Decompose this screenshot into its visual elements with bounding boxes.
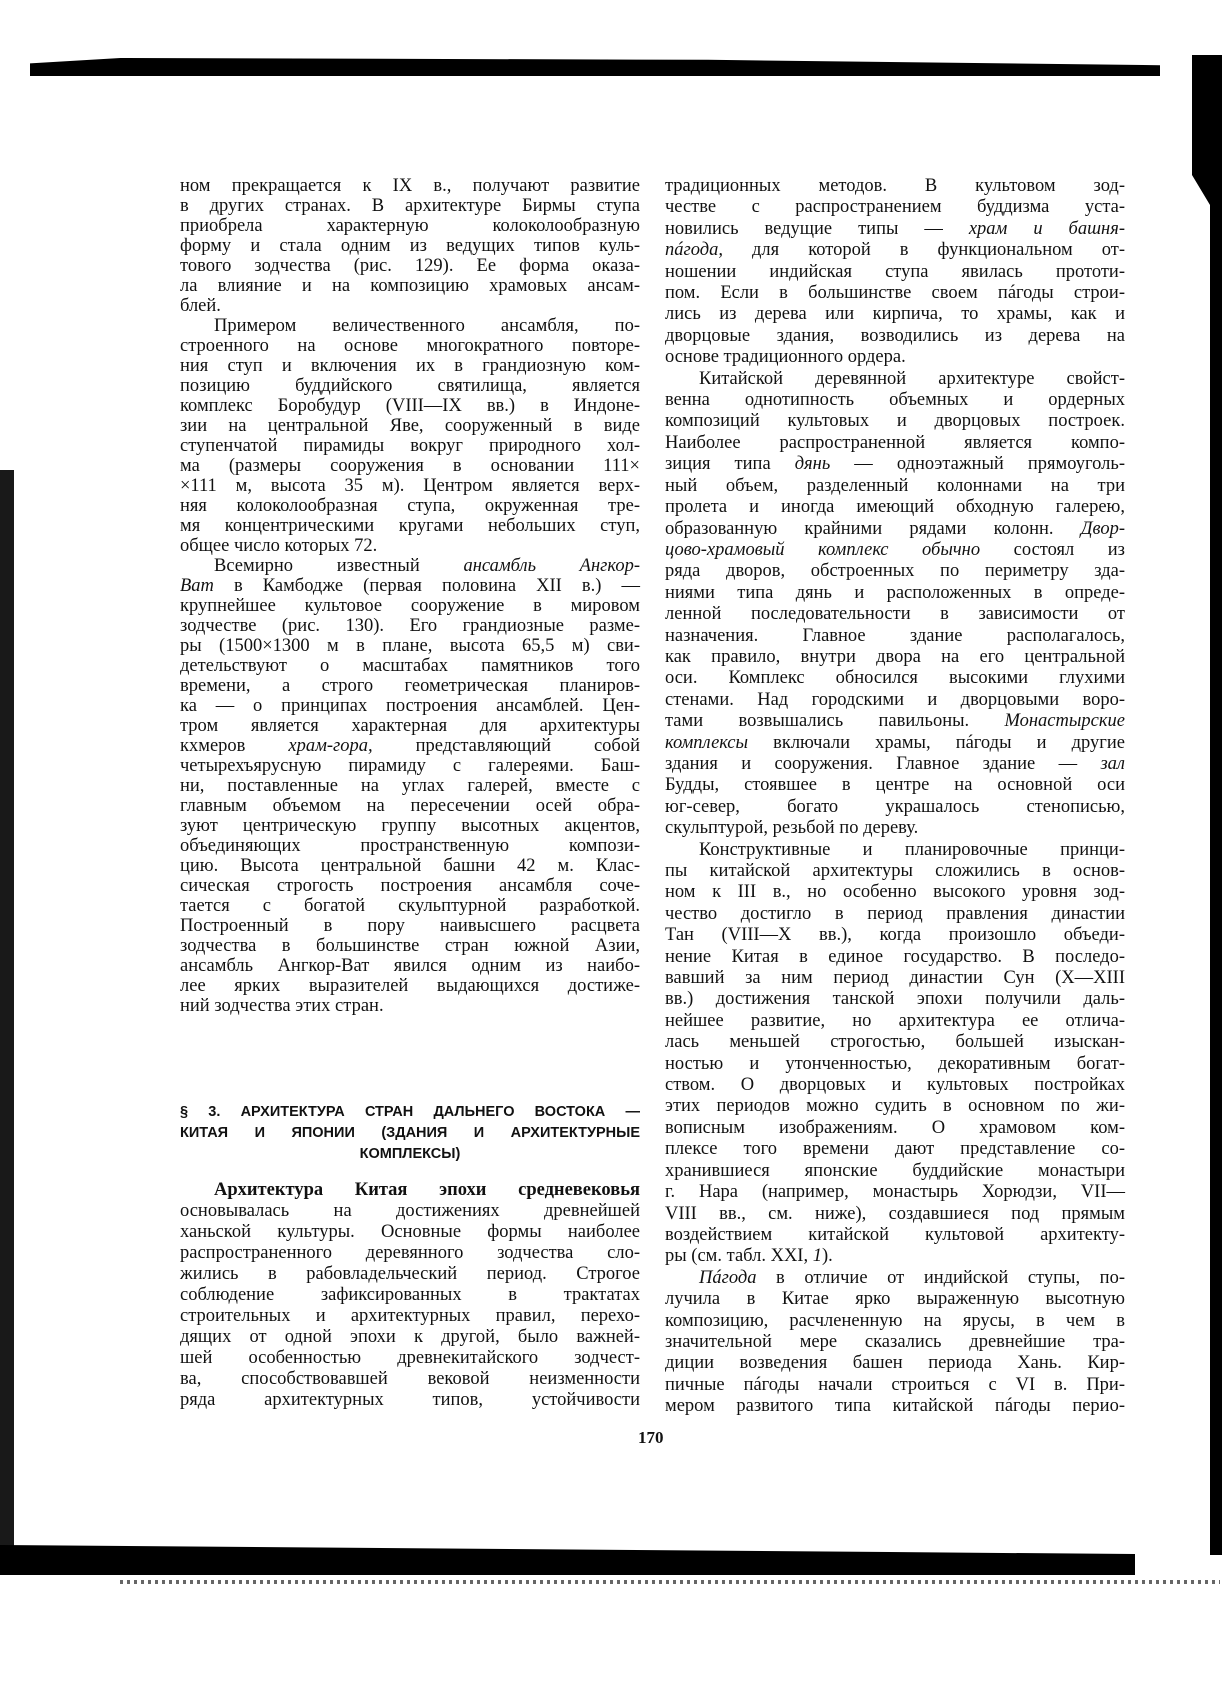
- text-segment: в Камбодже (первая половина XII в.) —: [213, 576, 640, 596]
- text-line: строенного на основе многократного повторе-: [180, 336, 640, 356]
- text-line: жились в рабовладельческий период. Строгое: [180, 1264, 640, 1284]
- text-line: [665, 219, 1125, 240]
- text-line: VIII вв., см. ниже), создавшиеся под прямым: [665, 1203, 1125, 1224]
- text-line: объединяющих пространственную компози-: [180, 836, 640, 856]
- text-segment: здания и сооружения. Главное здание —: [665, 753, 1101, 774]
- text-line: зодчестве (рис. 130). Его грандиозные разме-: [180, 616, 640, 636]
- text-line: чество достигло в период правления династии: [665, 903, 1125, 924]
- text-line: основывалась на достижениях древнейшей: [180, 1201, 640, 1221]
- section-heading: [180, 1102, 640, 1165]
- text-line: Примером величественного ансамбля, по-: [214, 316, 640, 336]
- text-line: времени, а строго геометрическая планиров-: [180, 676, 640, 696]
- italic-term: храм и башня-: [968, 218, 1125, 239]
- text-line: лась меньшей строгостью, большей изыскан-: [665, 1032, 1125, 1053]
- text-line: [665, 454, 1125, 475]
- paragraph: [665, 1268, 1125, 1418]
- text-line: комплекс Боробудур (VIII—IX вв.) в Индоне-: [180, 396, 640, 416]
- text-segment: ры (см. табл. XXI,: [665, 1246, 813, 1267]
- text-segment: — одноэтажный прямоуголь-: [830, 454, 1125, 475]
- text-line: [665, 711, 1125, 732]
- text-segment: Всемирно известный: [214, 556, 464, 576]
- text-line: пичные пáгоды начали строиться с VI в. При-: [665, 1374, 1125, 1395]
- text-line: тового зодчества (рис. 129). Ее форма оказа-: [180, 256, 640, 276]
- text-line: ×111 м, высота 35 м). Центром является верх-: [180, 476, 640, 496]
- text-line: ством. О дворцовых и культовых постройках: [665, 1075, 1125, 1096]
- text-line: ном прекращается к IX в., получают развитие: [180, 176, 640, 196]
- italic-term: комплексы: [665, 732, 748, 753]
- text-line: нение Китая в единое государство. В последо-: [665, 946, 1125, 967]
- paragraph: [180, 556, 640, 1016]
- paragraph: [665, 176, 1125, 369]
- text-line: как правило, внутри двора на его центральной: [665, 646, 1125, 667]
- text-line: [665, 1246, 1125, 1267]
- text-line: стенами. Над городскими и дворцовыми воро-: [665, 689, 1125, 710]
- text-line: ниями типа дянь и расположенных в опреде-: [665, 582, 1125, 603]
- text-line: [180, 556, 640, 576]
- text-line: диции возведения башен периода Хань. Кир-: [665, 1353, 1125, 1374]
- text-segment: зиция типа: [665, 454, 795, 475]
- text-line: блей.: [180, 296, 221, 316]
- text-line: значительной мере сказались древнейшие тра-: [665, 1331, 1125, 1352]
- text-line: лее ярких выразителей выдающихся достиже-: [180, 976, 640, 996]
- text-line: ла влияние и на композицию храмовых ансам-: [180, 276, 640, 296]
- text-line: ряда дворов, обстроенных по периметру зда-: [665, 561, 1125, 582]
- text-line: общее число которых 72.: [180, 536, 378, 556]
- text-line: зии на центральной Яве, сооруженный в виде: [180, 416, 640, 436]
- text-line: няя колоколообразная ступа, окруженная тре-: [180, 496, 640, 516]
- text-line: соблюдение зафиксированных в трактатах: [180, 1285, 640, 1305]
- text-line: плексе того времени дают представление со-: [665, 1139, 1125, 1160]
- text-line: Тан (VIII—X вв.), когда произошло объеди-: [665, 925, 1125, 946]
- text-line: [665, 1268, 1125, 1289]
- text-line: зодчества в большинстве стран южной Азии,: [180, 936, 640, 956]
- text-line: вописным изображениям. О храмовом ком-: [665, 1117, 1125, 1138]
- text-segment: ).: [821, 1246, 833, 1267]
- paragraph: [180, 176, 640, 316]
- text-line: этих периодов можно судить в основном по жи-: [665, 1096, 1125, 1117]
- text-line: ный объем, разделенный колоннами на три: [665, 475, 1125, 496]
- text-line: Построенный в пору наивысшего расцвета: [180, 916, 640, 936]
- text-line: приобрела характерную колоколообразную: [180, 216, 640, 236]
- text-line: мером развитого типа китайской пáгоды перио-: [665, 1396, 1125, 1417]
- text-line: пы китайской архитектуры сложились в основ-: [665, 861, 1125, 881]
- text-line: ни, поставленные на углах галерей, вместе с: [180, 776, 640, 796]
- text-line: [665, 240, 1125, 261]
- text-line: тается с богатой скульптурной разработкой.: [180, 896, 640, 916]
- text-line: [665, 754, 1125, 775]
- text-segment: представляющий собой: [372, 736, 640, 756]
- italic-term: ансамбль Ангкор-: [463, 556, 640, 576]
- text-line: в других странах. В архитектуре Бирмы ступа: [180, 196, 640, 216]
- left-column-bottom-text: [180, 1180, 640, 1411]
- text-segment: для которой в функциональном от-: [722, 240, 1125, 261]
- text-line: [665, 733, 1125, 754]
- text-line: [665, 519, 1125, 540]
- text-line: [180, 576, 640, 596]
- italic-term: Двор-: [1080, 518, 1125, 539]
- scan-border-bottom: [0, 1545, 1135, 1575]
- text-line: оси. Комплекс обносился высокими глухими: [665, 668, 1125, 689]
- text-line: ний зодчества этих стран.: [180, 996, 384, 1016]
- scan-noise: [120, 1580, 1220, 1584]
- text-segment: в отличие от индийской ступы, по-: [756, 1267, 1125, 1288]
- italic-term: 1: [812, 1246, 822, 1267]
- text-line: ностью и утонченностью, декоративным богат-: [665, 1053, 1125, 1074]
- italic-term: дянь: [794, 454, 831, 475]
- text-line: Китайской деревянной архитектуре свойст-: [699, 368, 1125, 389]
- text-line: пом. Если в большинстве своем пáгоды строи-: [665, 283, 1125, 304]
- text-segment: кхмеров: [180, 736, 289, 756]
- text-line: позицию буддийского святилища, является: [180, 376, 640, 396]
- text-line: сическая строгость построения ансамбля соче-: [180, 876, 640, 896]
- text-line: форму и стала одним из ведущих типов куль-: [180, 236, 640, 256]
- text-line: ношении индийская ступа явилась прототи-: [665, 261, 1125, 282]
- paragraph: [665, 840, 1125, 1268]
- text-line: ма (размеры сооружения в основании 111×: [180, 456, 640, 476]
- scan-border-right: [1192, 55, 1222, 1555]
- paragraph: [665, 369, 1125, 840]
- text-line: скульптурой, резьбой по дереву.: [665, 818, 919, 839]
- text-line: главным объемом на пересечении осей обра-: [180, 796, 640, 816]
- text-line: основе традиционного ордера.: [665, 347, 906, 368]
- left-column-text: [180, 176, 640, 1016]
- text-line: зуют центрическую группу высотных акцентов,: [180, 816, 640, 836]
- text-line: юг-север, богато украшалось стенописью,: [665, 796, 1125, 817]
- text-segment: тами возвышались павильоны.: [665, 711, 1005, 732]
- text-line: воздействием китайской культовой архитекту-: [665, 1224, 1125, 1245]
- text-line: Наиболее распространенной является компо-: [665, 432, 1125, 453]
- text-line: крупнейшее культовое сооружение в мировом: [180, 596, 640, 616]
- italic-term: зал: [1100, 753, 1125, 774]
- text-line: венна однотипность объемных и ордерных: [665, 390, 1125, 411]
- text-line: дящих от одной эпохи к другой, было важней-: [180, 1327, 640, 1347]
- paragraph: [180, 1180, 640, 1411]
- text-line: ансамбль Ангкор-Ват явился одним из наибо-: [180, 956, 640, 976]
- text-segment: состоял из: [980, 539, 1125, 560]
- page-number: 170: [638, 1428, 664, 1447]
- right-column-text: [665, 176, 1125, 1418]
- italic-term: храм-гора,: [288, 736, 373, 756]
- text-line: [180, 1180, 640, 1201]
- text-line: лись из дерева или кирпича, то храмы, как и: [665, 304, 1125, 325]
- text-line: вв.) достижения танской эпохи получили даль-: [665, 989, 1125, 1010]
- text-line: Конструктивные и планировочные принци-: [699, 839, 1125, 860]
- bold-term: Архитектура Китая: [214, 1180, 408, 1200]
- scan-border-left: [0, 470, 14, 1550]
- text-line: мя концентрическими кругами небольших ступ,: [180, 516, 640, 536]
- text-line: тром является характерная для архитектуры: [180, 716, 640, 736]
- text-line: детельствуют о масштабах памятников того: [180, 656, 640, 676]
- text-segment: включали храмы, пáгоды и другие: [747, 732, 1125, 753]
- text-line: шей особенностью древнекитайского зодчест-: [180, 1348, 640, 1368]
- text-segment: образованную крайними рядами колонн.: [665, 518, 1081, 539]
- text-line: г. Нара (например, монастырь Хорюдзи, VII—: [665, 1182, 1125, 1203]
- text-line: строительных и архитектурных правил, перехо-: [180, 1306, 640, 1326]
- text-line: [665, 540, 1125, 561]
- italic-term: Монастырские: [1004, 711, 1125, 732]
- text-line: вавший за ним период династии Сун (X—XIII: [665, 968, 1125, 989]
- paragraph: [180, 316, 640, 556]
- text-line: лучила в Китае ярко выраженную высотную: [665, 1289, 1125, 1310]
- text-line: ния ступ и включения их в грандиозную ком-: [180, 356, 640, 376]
- text-line: [180, 736, 640, 756]
- italic-term: Ват: [180, 576, 214, 596]
- italic-term: пáгода,: [665, 240, 723, 261]
- text-line: ленной последовательности в зависимости от: [665, 604, 1125, 625]
- text-line: ханьской культуры. Основные формы наиболее: [180, 1222, 640, 1242]
- text-line: распространенного деревянного зодчества сло-: [180, 1243, 640, 1263]
- text-line: ступенчатой пирамиды вокруг природного хол-: [180, 436, 640, 456]
- text-line: честве с распространением буддизма уста-: [665, 197, 1125, 218]
- heading-line: КОМПЛЕКСЫ): [359, 1146, 461, 1162]
- text-line: нейшее развитие, но архитектура ее отлича-: [665, 1010, 1125, 1031]
- text-line: четырехъярусную пирамиду с галереями. Баш-: [180, 756, 640, 776]
- text-line: цию. Высота центральной башни 42 м. Клас-: [180, 856, 640, 876]
- text-line: хранившиеся японские буддийские монастыри: [665, 1160, 1125, 1181]
- text-line: пролета и иногда имеющий обходную галерею,: [665, 497, 1125, 518]
- heading-line: § 3. АРХИТЕКТУРА СТРАН ДАЛЬНЕГО ВОСТОКА —: [180, 1104, 640, 1120]
- text-line: дворцовые здания, возводились из дерева на: [665, 325, 1125, 346]
- text-line: композиций культовых и дворцовых построек.: [665, 411, 1125, 432]
- text-line: ном к III в., но особенно высокого уровня зод-: [665, 882, 1125, 903]
- text-line: Будды, стоявшее в центре на основной оси: [665, 775, 1125, 796]
- scan-border-top: [30, 58, 1160, 76]
- italic-term: цово-храмовый комплекс обычно: [665, 539, 981, 560]
- text-line: ры (1500×1300 м в плане, высота 65,5 м) сви-: [180, 636, 640, 656]
- text-line: ка — о принципах построения ансамблей. Цен-: [180, 696, 640, 716]
- text-line: ряда архитектурных типов, устойчивости: [180, 1390, 640, 1410]
- heading-line: КИТАЯ И ЯПОНИИ (ЗДАНИЯ И АРХИТЕКТУРНЫЕ: [180, 1125, 640, 1141]
- bold-term: эпохи средневековья: [407, 1180, 640, 1200]
- text-line: назначения. Главное здание располагалось,: [665, 625, 1125, 646]
- text-line: ва, способствовавшей вековой неизменности: [180, 1369, 640, 1389]
- text-segment: новились ведущие типы —: [665, 218, 969, 239]
- text-line: традиционных методов. В культовом зод-: [665, 176, 1125, 196]
- text-line: композицию, расчлененную на ярусы, в чем в: [665, 1310, 1125, 1331]
- italic-term: Пáгода: [699, 1267, 757, 1288]
